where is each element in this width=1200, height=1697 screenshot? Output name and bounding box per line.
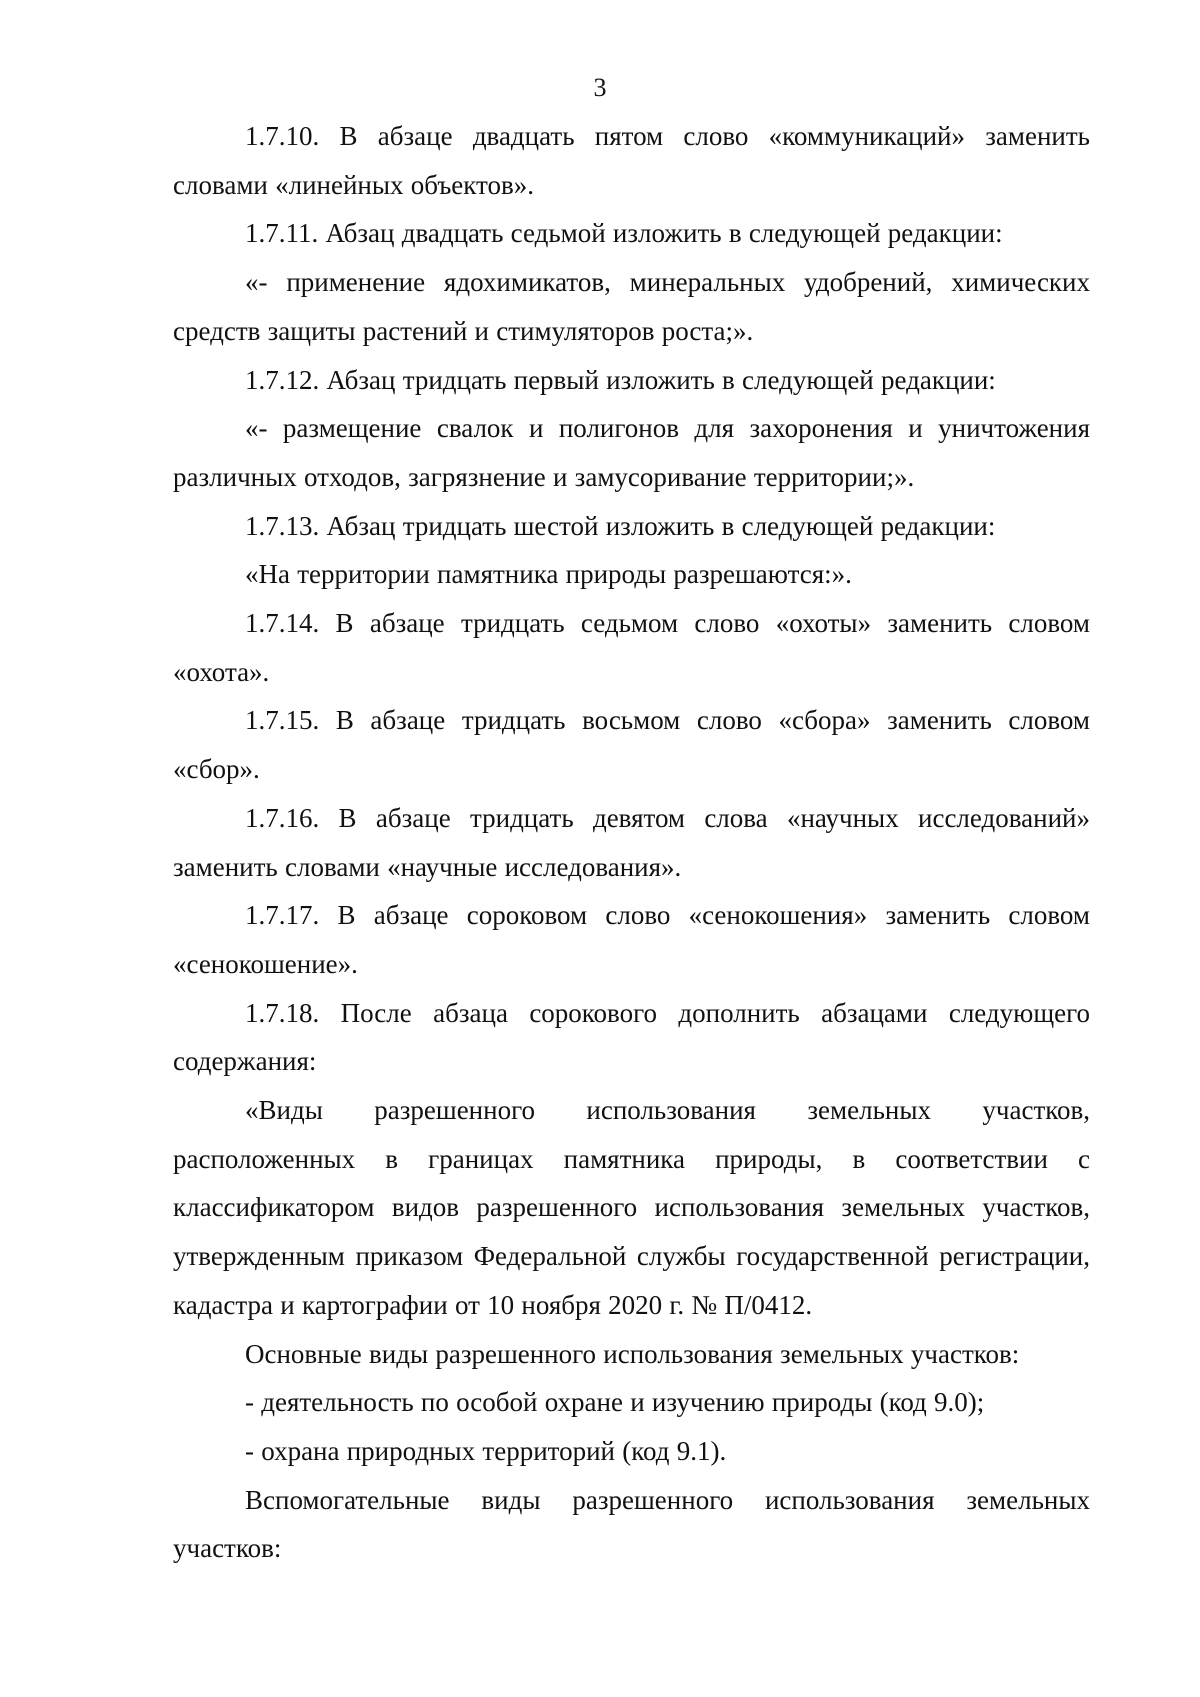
- paragraph-1-7-17: 1.7.17. В абзаце сороковом слово «сенокошения» заменить словом «сенокошение».: [173, 900, 1090, 979]
- paragraph-land-use-types: «Виды разрешенного использования земельных участков, расположенных в границах памятника природы, в соответствии с классификатором видов разрешенного использования земельных участков, утвержденным приказом Федеральной службы государственной регистрации, кадастра и картографии от 10 ноября 2020 г. № П/0412.: [173, 1095, 1090, 1320]
- paragraph-1-7-15: 1.7.15. В абзаце тридцать восьмом слово «сбора» заменить словом «сбор».: [173, 705, 1090, 785]
- paragraph-1-7-14: 1.7.14. В абзаце тридцать седьмом слово «охоты» заменить словом «охота».: [173, 608, 1090, 687]
- list-item-code-9-0: - деятельность по особой охране и изучению природы (код 9.0);: [245, 1387, 985, 1418]
- paragraph-1-7-11: 1.7.11. Абзац двадцать седьмой изложить в следующей редакции:: [245, 218, 1003, 249]
- page-number: 3: [593, 73, 607, 102]
- document-body: [173, 112, 1090, 1573]
- paragraph-1-7-13: 1.7.13. Абзац тридцать шестой изложить в следующей редакции:: [245, 510, 996, 541]
- paragraph-1-7-11-text: «- применение ядохимикатов, минеральных удобрений, химических средств защиты растений и стимуляторов роста;».: [173, 267, 1090, 346]
- paragraph-1-7-10: 1.7.10. В абзаце двадцать пятом слово «коммуникаций» заменить словами «линейных объектов».: [173, 121, 1090, 200]
- paragraph-1-7-18: 1.7.18. После абзаца сорокового дополнить абзацами следующего содержания:: [173, 997, 1090, 1077]
- paragraph-1-7-12-text: «- размещение свалок и полигонов для захоронения и уничтожения различных отходов, загрязнение и замусоривание территории;».: [173, 413, 1090, 492]
- paragraph-auxiliary-uses-heading: Вспомогательные виды разрешенного использования земельных участков:: [173, 1484, 1090, 1564]
- paragraph-main-uses-heading: Основные виды разрешенного использования земельных участков:: [245, 1338, 1020, 1369]
- paragraph-1-7-13-text: «На территории памятника природы разрешаются:».: [245, 559, 852, 590]
- paragraph-1-7-16: 1.7.16. В абзаце тридцать девятом слова «научных исследований» заменить словами «научные исследования».: [173, 802, 1090, 882]
- list-item-code-9-1: - охрана природных территорий (код 9.1).: [245, 1435, 727, 1466]
- paragraph-1-7-12: 1.7.12. Абзац тридцать первый изложить в следующей редакции:: [245, 364, 996, 395]
